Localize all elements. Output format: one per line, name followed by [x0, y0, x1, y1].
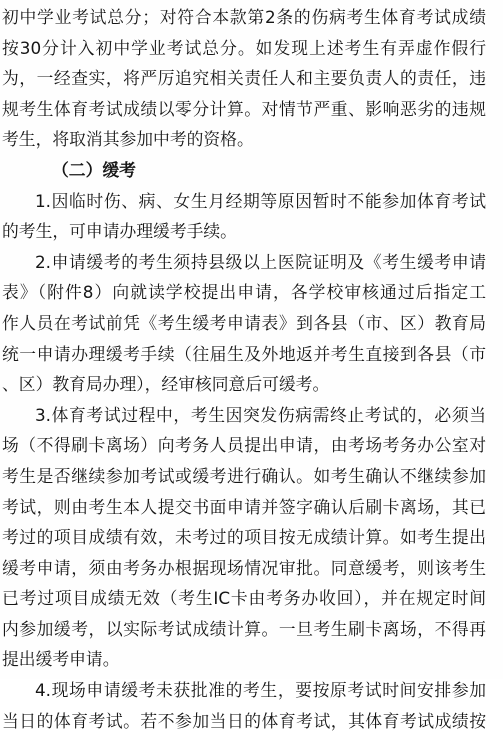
text-line: 初中学业考试总分；对符合本款第2条的伤病考生体育考试成绩	[2, 7, 486, 27]
text-line: 内参加缓考，以实际考试成绩计算。一旦考生刷卡离场，不得再	[2, 618, 486, 639]
text-line: 作人员在考试前凭《考生缓考申请表》到各县（市、区）教育局	[2, 312, 486, 333]
text-line: 表》（附件8）向就读学校提出申请，各学校审核通过后指定工	[2, 282, 486, 303]
text-line: 考生是否继续参加考试或缓考进行确认。如考生确认不继续参加	[2, 465, 486, 486]
text-line: 场（不得刷卡离场）向考务人员提出申请，由考场考务办公室对	[2, 435, 486, 456]
text-line: 2.申请缓考的考生须持县级以上医院证明及《考生缓考申请	[35, 251, 486, 272]
text-line: 统一申请办理缓考手续（往届生及外地返并考生直接到各县（市	[2, 343, 486, 364]
text-line: 缓考申请，须由考务办根据现场情况审批。同意缓考，则该考生	[2, 557, 486, 578]
text-line: 提出缓考申请。	[2, 649, 120, 670]
text-line: 考过的项目成绩有效，未考过的项目按无成绩计算。如考生提出	[2, 527, 486, 548]
text-line: 按30分计入初中学业考试总分。如发现上述考生有弄虚作假行	[2, 37, 486, 58]
text-line: 1.因临时伤、病、女生月经期等原因暂时不能参加体育考试	[35, 190, 486, 211]
text-line: 已考过项目成绩无效（考生IC卡由考务办收回），并在规定时间	[2, 588, 486, 609]
text-line: 为，一经查实，将严厉追究相关责任人和主要负责人的责任，违	[2, 68, 486, 89]
text-line: 3.体育考试过程中，考生因突发伤病需终止考试的，必须当	[35, 404, 486, 425]
text-line: 、区）教育局办理），经审核同意后可缓考。	[2, 374, 330, 395]
text-line: 的考生，可申请办理缓考手续。	[2, 221, 237, 242]
section-heading: （二）缓考	[52, 159, 136, 180]
text-line: 当日的体育考试。若不参加当日的体育考试，其体育考试成绩按	[2, 710, 486, 731]
document-body	[0, 2, 503, 736]
text-line: 考试，则由考生本人提交书面申请并签字确认后刷卡离场，其已	[2, 496, 486, 517]
text-line: 4.现场申请缓考未获批准的考生，要按原考试时间安排参加	[35, 680, 486, 701]
text-line: 考生，将取消其参加中考的资格。	[2, 129, 254, 150]
text-line: 规考生体育考试成绩以零分计算。对情节严重、影响恶劣的违规	[2, 98, 486, 119]
